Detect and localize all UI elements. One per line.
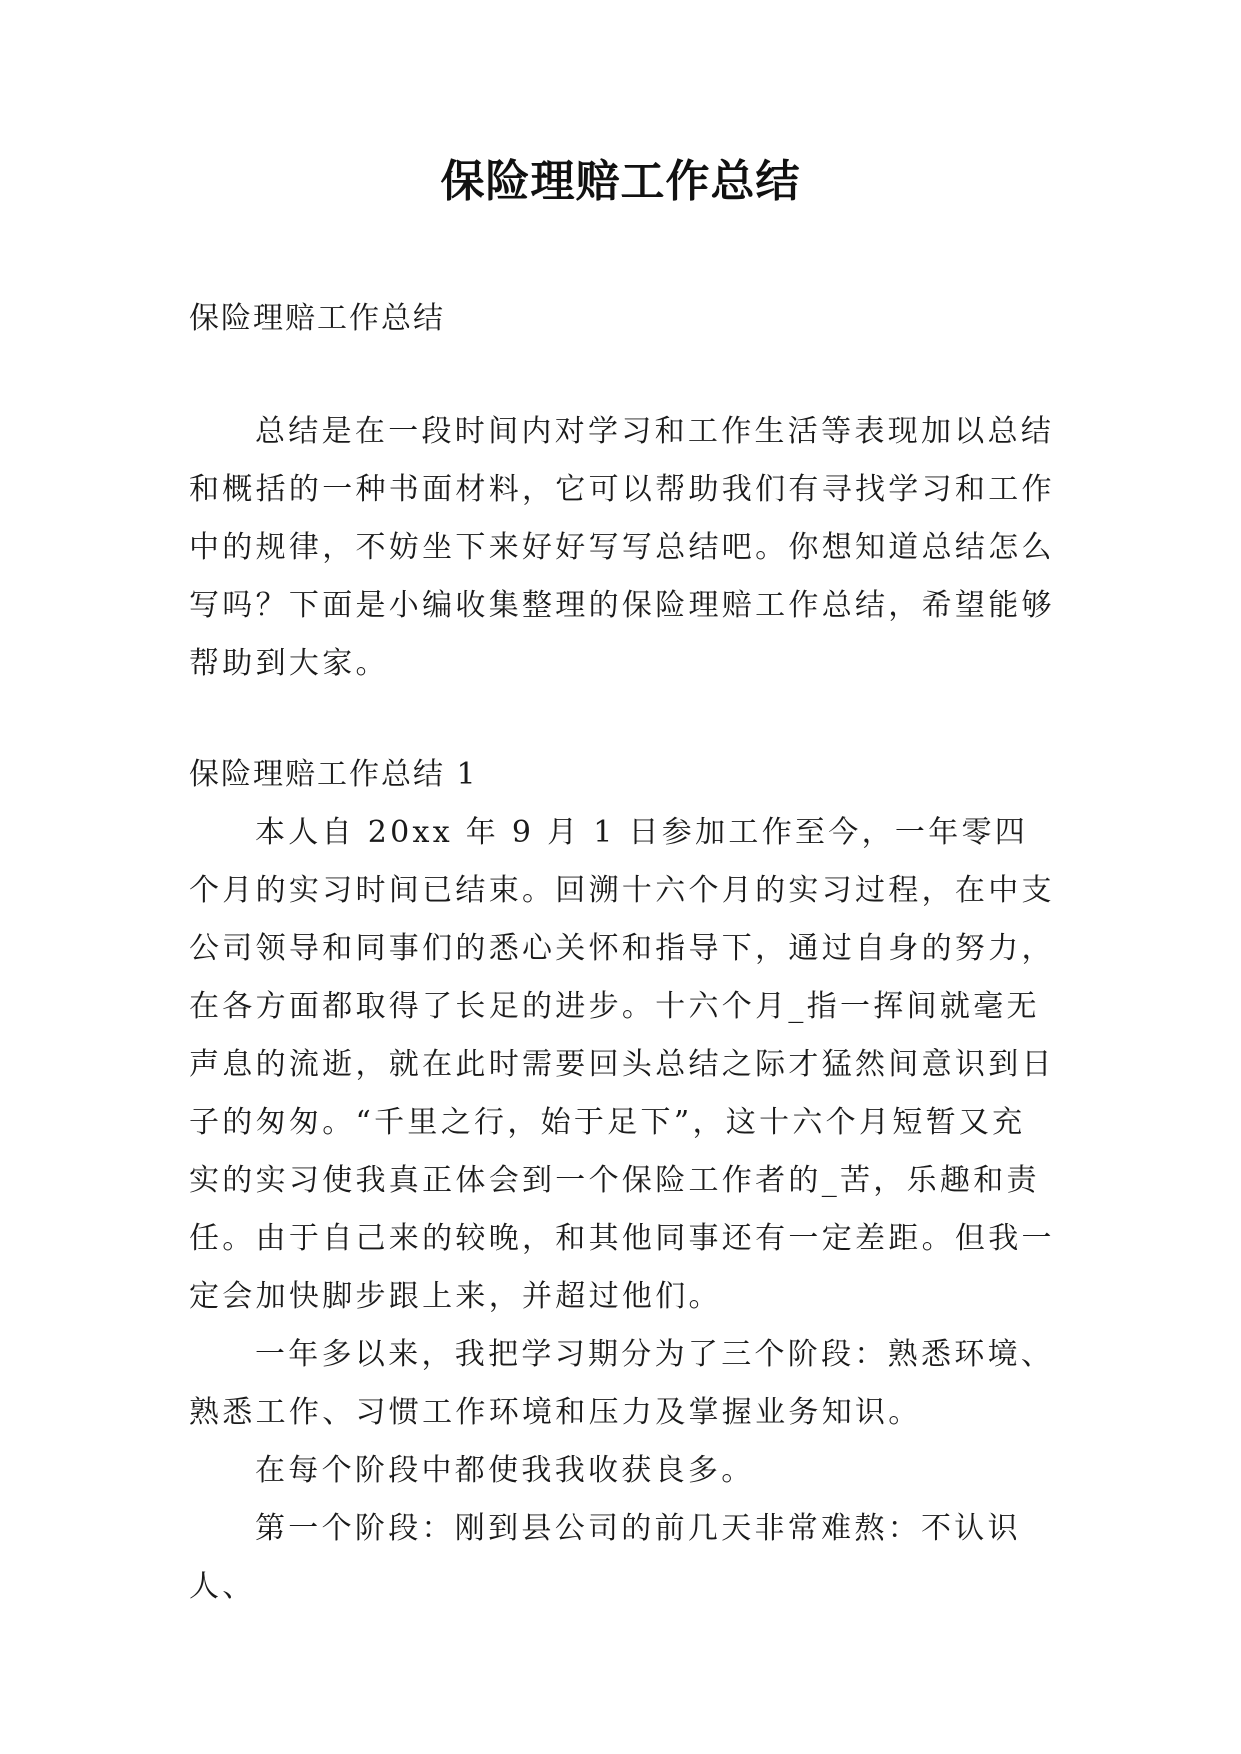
section-paragraph: 本人自 20xx 年 9 月 1 日参加工作至今，一年零四个月的实习时间已结束。回溯十六个月的实习过程，在中支公司领导和同事们的悉心关怀和指导下，通过自身的努力，在各方面都取得了长足的进步。十六个月_指一挥间就毫无声息的流逝，就在此时需要回头总结之际才猛然间意识到日子的匆匆。“千里之行，始于足下”，这十六个月短暂又充实的实习使我真正体会到一个保险工作者的_苦，乐趣和责任。由于自己来的较晚，和其他同事还有一定差距。但我一定会加快脚步跟上来，并超过他们。 — [189, 815, 1055, 1314]
section-heading: 保险理赔工作总结 1 — [189, 757, 478, 792]
section-paragraph: 第一个阶段：刚到县公司的前几天非常难熬：不认识人、 — [189, 1511, 1021, 1604]
intro-paragraph: 总结是在一段时间内对学习和工作生活等表现加以总结和概括的一种书面材料，它可以帮助我们有寻找学习和工作中的规律，不妨坐下来好好写写总结吧。你想知道总结怎么写吗？下面是小编收集整理的保险理赔工作总结，希望能够帮助到大家。 — [189, 414, 1055, 681]
section-body — [189, 804, 1055, 1616]
document-subtitle: 保险理赔工作总结 — [189, 301, 445, 336]
document-title: 保险理赔工作总结 — [440, 156, 801, 207]
section-paragraph: 一年多以来，我把学习期分为了三个阶段：熟悉环境、熟悉工作、习惯工作环境和压力及掌握业务知识。 — [189, 1337, 1055, 1430]
section-paragraph: 在每个阶段中都使我我收获良多。 — [255, 1453, 755, 1488]
